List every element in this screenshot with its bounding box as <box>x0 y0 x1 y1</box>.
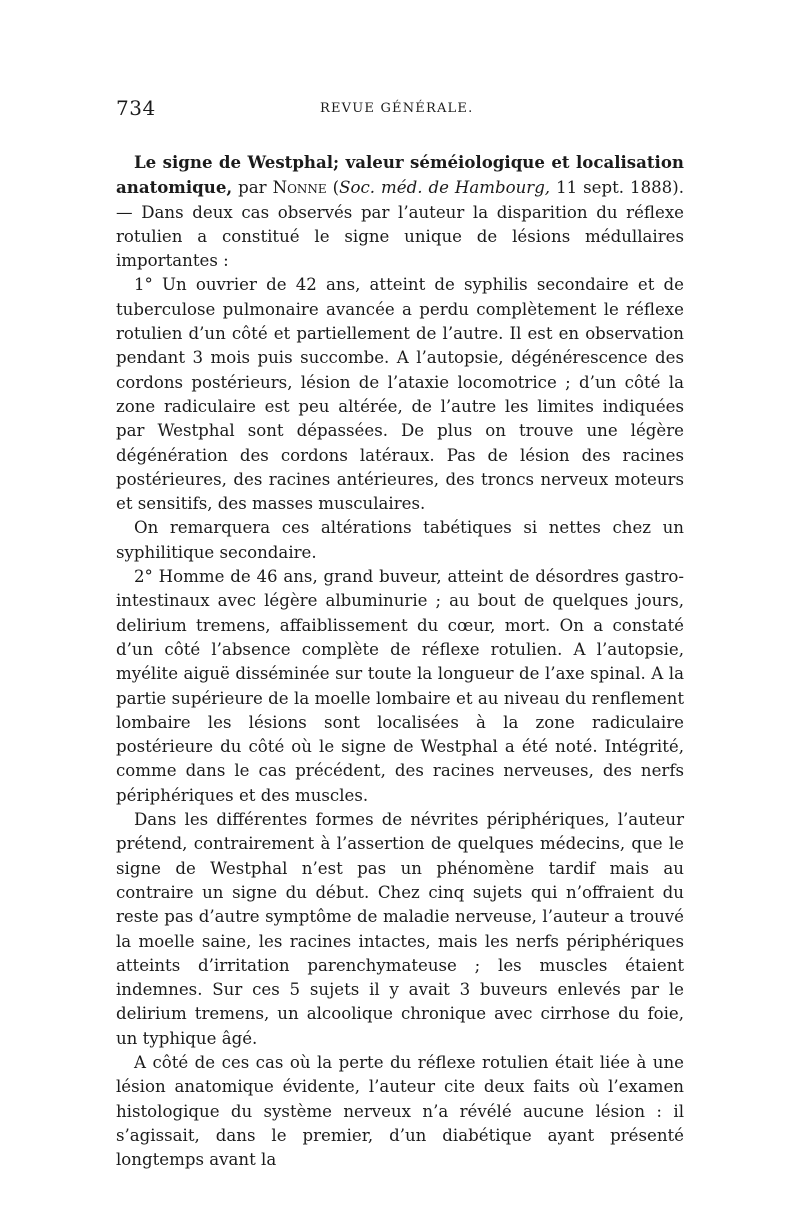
article-by: par <box>238 178 267 198</box>
citation-open-paren: ( <box>332 178 340 198</box>
article-journal: Soc. méd. de Hambourg, <box>339 178 551 198</box>
page-number: 734 <box>116 96 156 120</box>
paragraph-case-1: 1° Un ouvrier de 42 ans, atteint de syphilis secondaire et de tuberculose pulmonaire avancée a perdu complètement le réflexe rotulien d’un côté et partiellement de l’autre. Il est en observation pendant 3 mois puis succombe. A l’autopsie, dégénérescence des cordons postérieurs, lésion de l’ataxie locomotrice ; d’un côté la zone radiculaire est peu altérée, de l’autre les limites indiquées par Westphal sont dépassées. De plus on trouve une légère dégénération des cordons latéraux. Pas de lésion des racines postérieures, des racines antérieures, des troncs nerveux moteurs et sensitifs, des masses musculaires. <box>116 275 684 514</box>
article-author: Nonne <box>272 178 327 198</box>
article-date: 11 sept. 1888). — <box>116 178 684 222</box>
paragraph-neuritis: Dans les différentes formes de névrites périphériques, l’auteur prétend, contrairement à l’assertion de quelques médecins, que le signe de Westphal n’est pas un phénomène tardif mais au contraire un signe du début. Chez cinq sujets qui n’offraient du reste pas d’autre symptôme de maladie nerveuse, l’auteur a trouvé la moelle saine, les racines intactes, mais les nerfs périphériques atteints d’irritation parenchymateuse ; les muscles étaient indemnes. Sur ces 5 sujets il y avait 3 buveurs enlevés par le delirium tremens, un alcoolique chronique avec cirrhose du foie, un typhique âgé. <box>116 810 684 1048</box>
running-title: REVUE GÉNÉRALE. <box>320 101 474 116</box>
paragraph-other-cases: A côté de ces cas où la perte du réflexe rotulien était liée à une lésion anatomique évidente, l’auteur cite deux faits où l’examen histologique du système nerveux n’a révélé aucune lésion : il s’agissait, dans le premier, d’un diabétique ayant présenté longtemps avant la <box>116 1052 684 1170</box>
paragraph-case-2: 2° Homme de 46 ans, grand buveur, atteint de désordres gastro-intestinaux avec légère albuminurie ; au bout de quelques jours, delirium tremens, affaiblissement du cœur, mort. On a constaté d’un côté l’absence complète de réflexe rotulien. A l’autopsie, myélite aiguë disséminée sur toute la longueur de l’axe spinal. A la partie supérieure de la moelle lombaire et au niveau du renflement lombaire les lésions sont localisées à la zone radiculaire postérieure du côté où le signe de Westphal a été noté. Intégrité, comme dans le cas précédent, des racines nerveuses, des nerfs périphériques et des muscles. <box>116 567 684 805</box>
article-body <box>116 150 684 1172</box>
paragraph-remark: On remarquera ces altérations tabétiques si nettes chez un syphilitique secondaire. <box>116 518 684 562</box>
running-head <box>116 96 686 126</box>
article-intro: Dans deux cas observés par l’auteur la disparition du réflexe rotulien a constitué le signe unique de lésions médullaires importantes : <box>116 202 684 271</box>
article-lead-paragraph <box>116 150 684 273</box>
article-title: Le signe de Westphal; valeur séméiologique et localisation anatomique, <box>116 152 684 198</box>
